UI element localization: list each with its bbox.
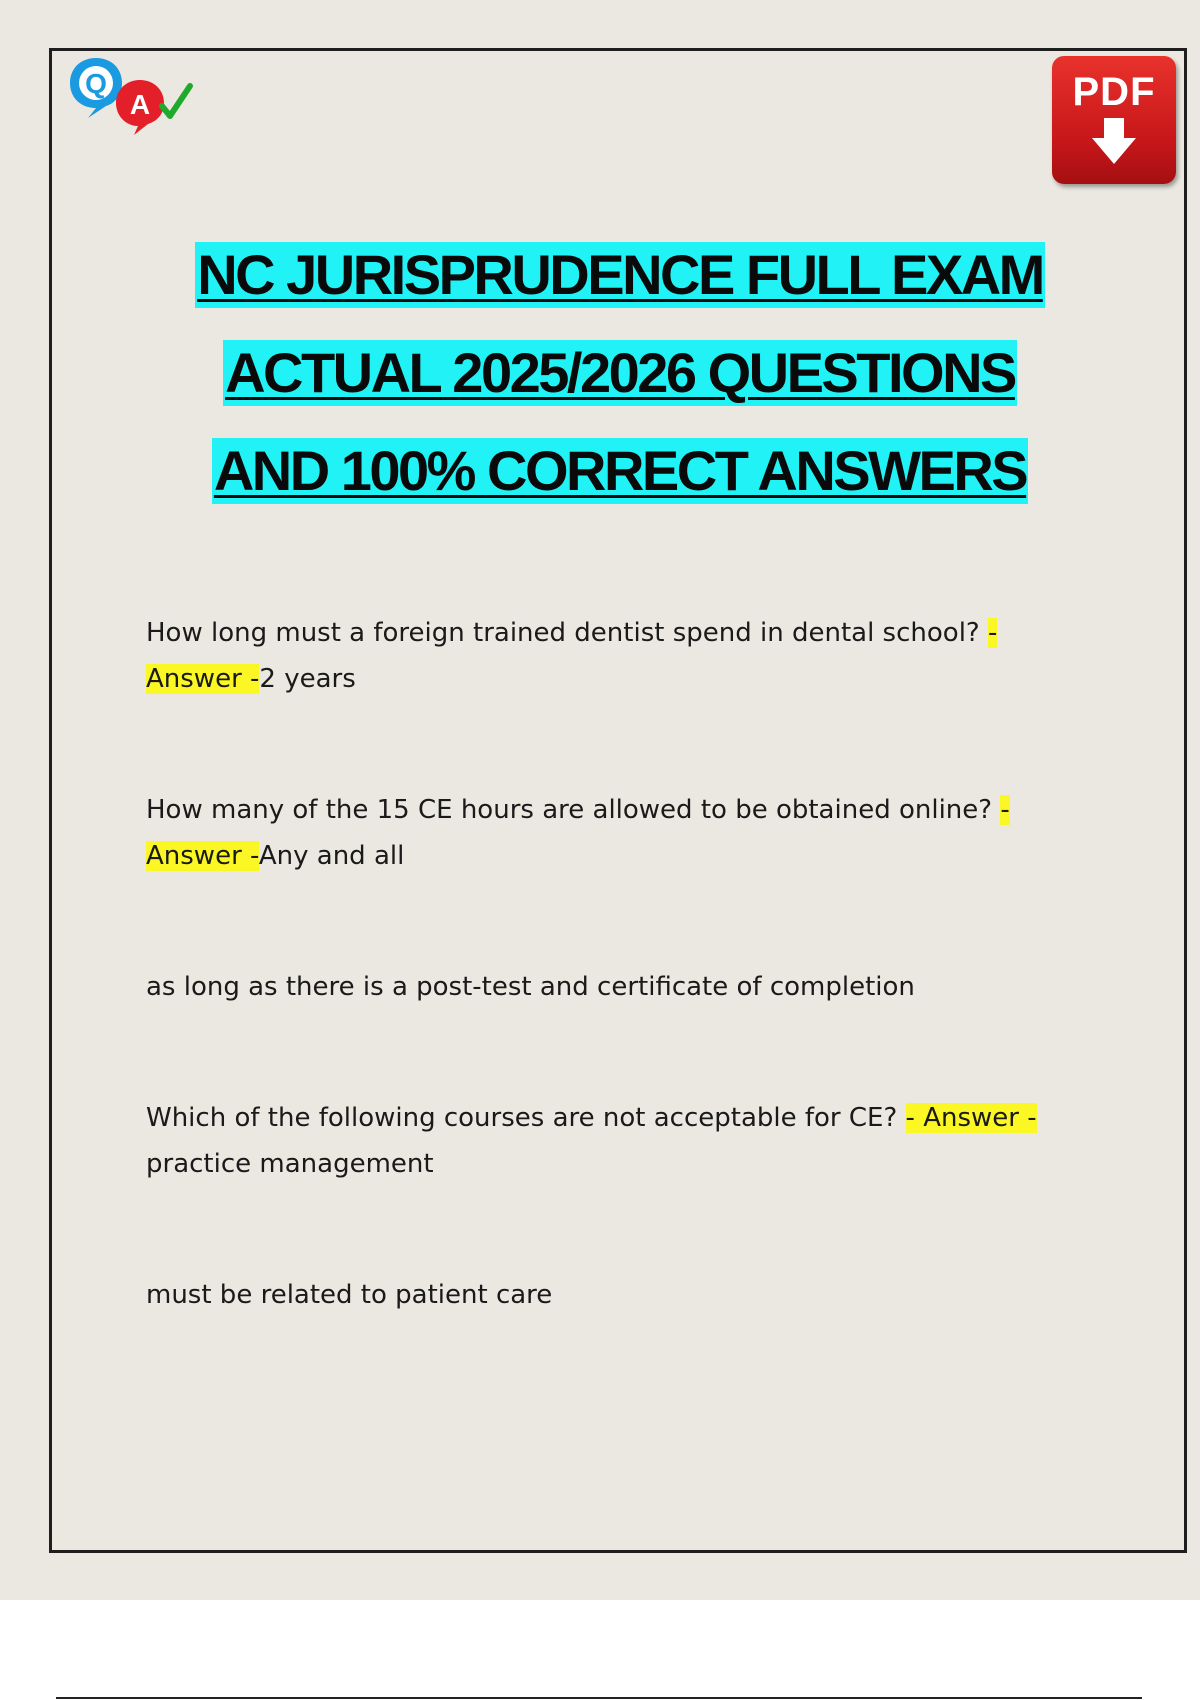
title-line-2 — [100, 340, 1140, 438]
footer-divider — [56, 1697, 1142, 1699]
answer-marker: - — [1000, 795, 1010, 825]
logo-q-letter: Q — [85, 68, 107, 99]
question-text: How long must a foreign trained dentist spend in dental school? — [146, 618, 988, 648]
answer-marker: Answer - — [146, 841, 259, 871]
answer-continuation — [146, 1272, 1076, 1318]
qa-logo-icon — [66, 56, 196, 136]
question-text: Which of the following courses are not acceptable for CE? — [146, 1103, 906, 1133]
answer-continuation — [146, 964, 1076, 1010]
download-arrow-icon — [1092, 118, 1136, 166]
title-line-3 — [100, 438, 1140, 536]
qa-item-3 — [146, 1095, 1076, 1187]
title-line-3-text: AND 100% CORRECT ANSWERS — [213, 439, 1027, 502]
answer-text: practice management — [146, 1149, 434, 1179]
logo-a-letter: A — [129, 89, 151, 120]
qa-logo — [66, 56, 196, 136]
document-title — [100, 242, 1140, 536]
qa-item-1 — [146, 610, 1076, 702]
continuation-text: as long as there is a post-test and certificate of completion — [146, 972, 915, 1002]
pdf-download-button[interactable] — [1052, 56, 1176, 184]
title-line-1-text: NC JURISPRUDENCE FULL EXAM — [197, 243, 1043, 306]
answer-marker: Answer - — [146, 664, 260, 694]
answer-marker: - Answer - — [905, 1103, 1037, 1133]
pdf-label: PDF — [1072, 70, 1156, 114]
answer-marker: - — [987, 618, 998, 648]
continuation-text: must be related to patient care — [146, 1280, 553, 1310]
qa-item-2 — [146, 787, 1076, 879]
title-line-1 — [100, 242, 1140, 340]
title-line-2-text: ACTUAL 2025/2026 QUESTIONS — [225, 341, 1015, 404]
question-text: How many of the 15 CE hours are allowed to be obtained online? — [146, 795, 1001, 825]
answer-text: Any and all — [258, 841, 405, 871]
answer-text: 2 years — [259, 664, 356, 694]
